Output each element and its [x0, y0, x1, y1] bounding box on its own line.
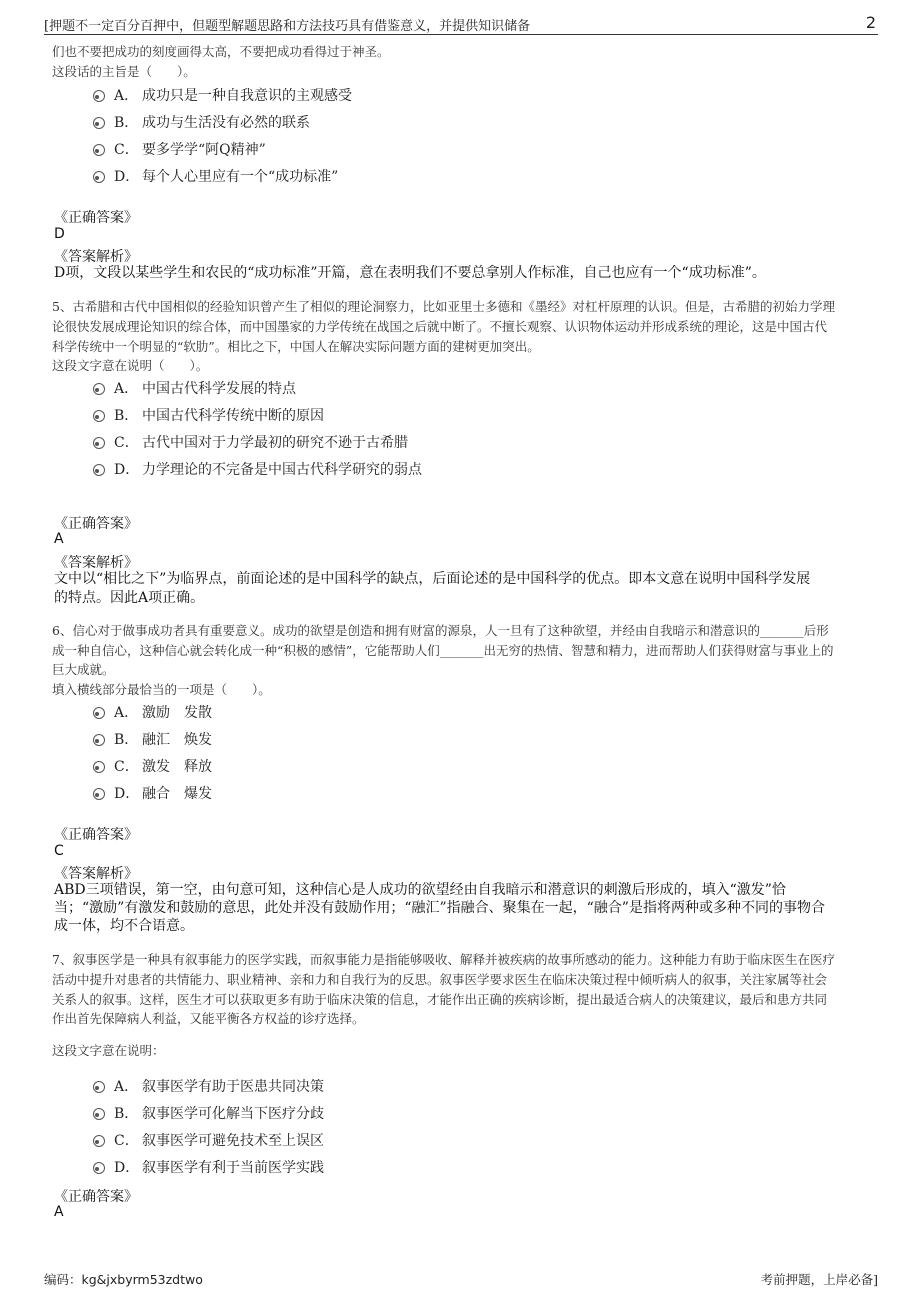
option-a[interactable]: A． 激励 发散 — [93, 702, 212, 724]
option-d[interactable]: D． 融合 爆发 — [93, 783, 212, 805]
question-text: 论很快发展成理论知识的综合体，而中国墨家的力学传统在战国之后就中断了。不擅长观察、认识物体运动并形成系统的理论，这是中国古代 — [52, 319, 828, 334]
option-b[interactable]: B． 中国古代科学传统中断的原因 — [93, 405, 324, 427]
analysis-text: ABD三项错误，第一空，由句意可知，这种信心是人成功的欲望经由自我暗示和潜意识的刺激后形成的，填入“激发”恰 — [54, 882, 786, 898]
radio-icon[interactable] — [93, 1081, 105, 1093]
question-prompt: 填入横线部分最恰当的一项是（ ）。 — [52, 682, 271, 697]
question-text: 作出首先保障病人利益，又能平衡各方权益的诊疗选择。 — [52, 1011, 365, 1026]
analysis-text: 当；“激励”有激发和鼓励的意思，此处并没有鼓励作用；“融汇”指融合、聚集在一起，“融合”是指将两种或多种不同的事物合 — [54, 900, 825, 916]
page-number: 2 — [865, 13, 876, 32]
question-text: 7、叙事医学是一种具有叙事能力的医学实践，而叙事能力是指能够吸收、解释并被疾病的故事所感动的能力。这种能力有助于临床医生在医疗 — [52, 952, 835, 967]
question-text: 科学传统中一个明显的“软肋”。相比之下，中国人在解决实际问题方面的建树更加突出。 — [52, 339, 540, 354]
option-a[interactable]: A． 中国古代科学发展的特点 — [93, 378, 296, 400]
footer-slogan: 考前押题，上岸必备] — [760, 1272, 878, 1287]
radio-icon[interactable] — [93, 1108, 105, 1120]
radio-icon[interactable] — [93, 410, 105, 422]
option-b[interactable]: B． 成功与生活没有必然的联系 — [93, 112, 310, 134]
radio-icon[interactable] — [93, 788, 105, 800]
analysis-heading: 《答案解析》 — [54, 249, 138, 265]
answer-heading: 《正确答案》 — [54, 516, 138, 532]
analysis-heading: 《答案解析》 — [54, 866, 138, 882]
question-text: 活动中提升对患者的共情能力、职业精神、亲和力和自我行为的反思。叙事医学要求医生在临床决策过程中倾听病人的叙事，关注家属等社会 — [52, 972, 828, 987]
radio-icon[interactable] — [93, 383, 105, 395]
option-d[interactable]: D． 每个人心里应有一个“成功标准” — [93, 166, 338, 188]
radio-icon[interactable] — [93, 171, 105, 183]
radio-icon[interactable] — [93, 117, 105, 129]
radio-icon[interactable] — [93, 707, 105, 719]
header-title: [押题不一定百分百押中，但题型解题思路和方法技巧具有借鉴意义，并提供知识储备 — [44, 19, 531, 34]
radio-icon[interactable] — [93, 1162, 105, 1174]
question-text: 关系人的叙事。这样，医生才可以获取更多有助于临床决策的信息，才能作出正确的疾病诊断，提出最适合病人的决策建议，最后和患方共同 — [52, 992, 828, 1007]
answer-value: A — [54, 531, 64, 547]
radio-icon[interactable] — [93, 761, 105, 773]
analysis-text: 成一体，均不合语意。 — [54, 918, 194, 934]
radio-icon[interactable] — [93, 1135, 105, 1147]
option-a[interactable]: A． 成功只是一种自我意识的主观感受 — [93, 85, 352, 107]
option-a[interactable]: A． 叙事医学有助于医患共同决策 — [93, 1076, 324, 1098]
option-d[interactable]: D． 叙事医学有利于当前医学实践 — [93, 1157, 324, 1179]
option-d[interactable]: D． 力学理论的不完备是中国古代科学研究的弱点 — [93, 459, 422, 481]
radio-icon[interactable] — [93, 144, 105, 156]
radio-icon[interactable] — [93, 464, 105, 476]
question-text: 5、古希腊和古代中国相似的经验知识曾产生了相似的理论洞察力，比如亚里士多德和《墨经》对杠杆原理的认识。但是，古希腊的初始力学理 — [52, 299, 835, 314]
radio-icon[interactable] — [93, 734, 105, 746]
option-b[interactable]: B． 融汇 焕发 — [93, 729, 212, 751]
radio-icon[interactable] — [93, 90, 105, 102]
answer-value: A — [54, 1204, 64, 1220]
question-prompt: 这段文字意在说明（ ）。 — [52, 358, 209, 373]
question-text: 们也不要把成功的刻度画得太高，不要把成功看得过于神圣。 — [52, 44, 390, 59]
question-text: 6、信心对于做事成功者具有重要意义。成功的欲望是创造和拥有财富的源泉，人一旦有了这种欲望，并经由自我暗示和潜意识的_______后形 — [52, 623, 829, 638]
footer-code: 编码：kg&jxbyrm53zdtwo — [44, 1272, 203, 1287]
answer-heading: 《正确答案》 — [54, 210, 138, 226]
question-prompt: 这段话的主旨是（ ）。 — [52, 64, 196, 79]
analysis-text: 的特点。因此A项正确。 — [54, 590, 205, 606]
analysis-text: 文中以“相比之下”为临界点，前面论述的是中国科学的缺点，后面论述的是中国科学的优点。即本文意在说明中国科学发展 — [54, 571, 811, 587]
option-c[interactable]: C． 叙事医学可避免技术至上误区 — [93, 1130, 324, 1152]
answer-heading: 《正确答案》 — [54, 827, 138, 843]
radio-icon[interactable] — [93, 437, 105, 449]
question-prompt: 这段文字意在说明： — [52, 1043, 165, 1058]
option-c[interactable]: C． 要多学学“阿Q精神” — [93, 139, 266, 161]
answer-value: D — [54, 226, 65, 242]
analysis-text: D项，文段以某些学生和农民的“成功标准”开篇，意在表明我们不要总拿别人作标准，自己也应有一个“成功标准”。 — [54, 265, 766, 281]
answer-value: C — [54, 843, 64, 859]
page-header — [44, 14, 878, 35]
question-text: 成一种自信心，这种信心就会转化成一种“积极的感情”，它能帮助人们_______出无穷的热情、智慧和精力，进而帮助人们获得财富与事业上的 — [52, 643, 834, 658]
analysis-heading: 《答案解析》 — [54, 555, 138, 571]
option-c[interactable]: C． 激发 释放 — [93, 756, 212, 778]
option-b[interactable]: B． 叙事医学可化解当下医疗分歧 — [93, 1103, 324, 1125]
option-c[interactable]: C． 古代中国对于力学最初的研究不逊于古希腊 — [93, 432, 408, 454]
answer-heading: 《正确答案》 — [54, 1189, 138, 1205]
question-text: 巨大成就。 — [52, 662, 115, 677]
